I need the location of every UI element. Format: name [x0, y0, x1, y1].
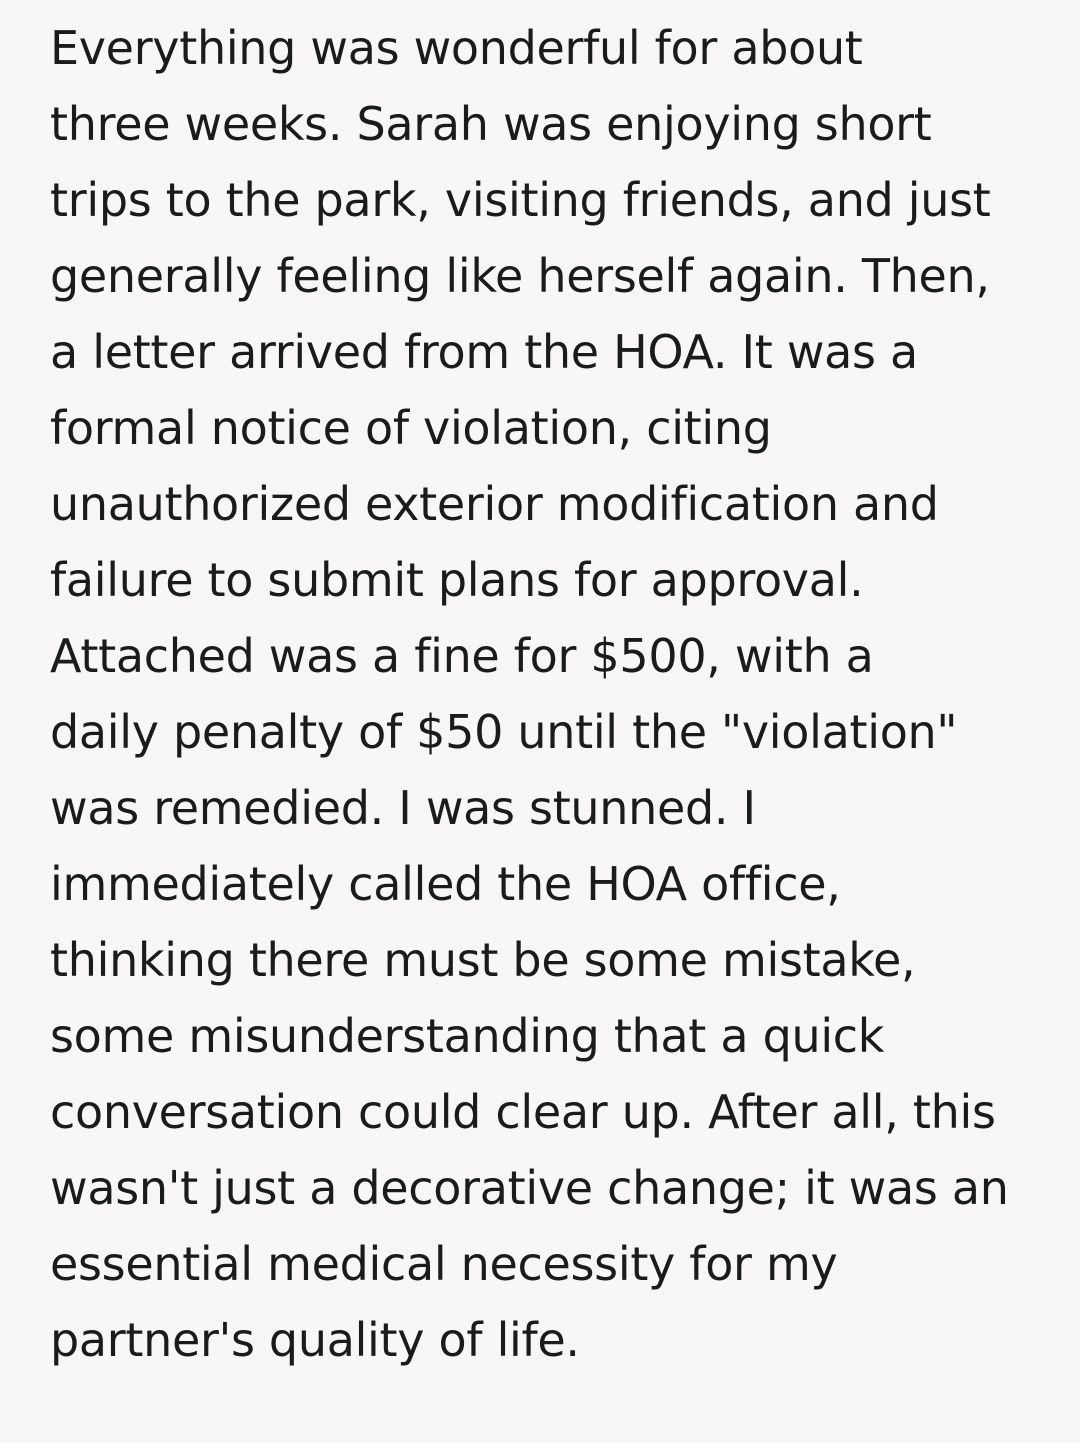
- story-line: Everything was wonderful for about: [50, 21, 863, 75]
- story-line: unauthorized exterior modification and: [50, 477, 939, 531]
- story-line: partner's quality of life.: [50, 1313, 580, 1367]
- story-line: Attached was a fine for $500, with a: [50, 629, 874, 683]
- story-line: some misunderstanding that a quick: [50, 1009, 885, 1063]
- story-line: formal notice of violation, citing: [50, 401, 772, 455]
- story-line: trips to the park, visiting friends, and just: [50, 173, 991, 227]
- story-line: daily penalty of $50 until the "violation": [50, 705, 958, 759]
- story-line: essential medical necessity for my: [50, 1237, 838, 1291]
- story-line: was remedied. I was stunned. I: [50, 781, 756, 835]
- story-text: [50, 10, 1050, 1378]
- story-line: failure to submit plans for approval.: [50, 553, 864, 607]
- story-line: generally feeling like herself again. Then,: [50, 249, 990, 303]
- story-line: immediately called the HOA office,: [50, 857, 841, 911]
- story-line: three weeks. Sarah was enjoying short: [50, 97, 932, 151]
- story-line: wasn't just a decorative change; it was an: [50, 1161, 1009, 1215]
- story-line: conversation could clear up. After all, this: [50, 1085, 996, 1139]
- story-line: thinking there must be some mistake,: [50, 933, 916, 987]
- story-line: a letter arrived from the HOA. It was a: [50, 325, 918, 379]
